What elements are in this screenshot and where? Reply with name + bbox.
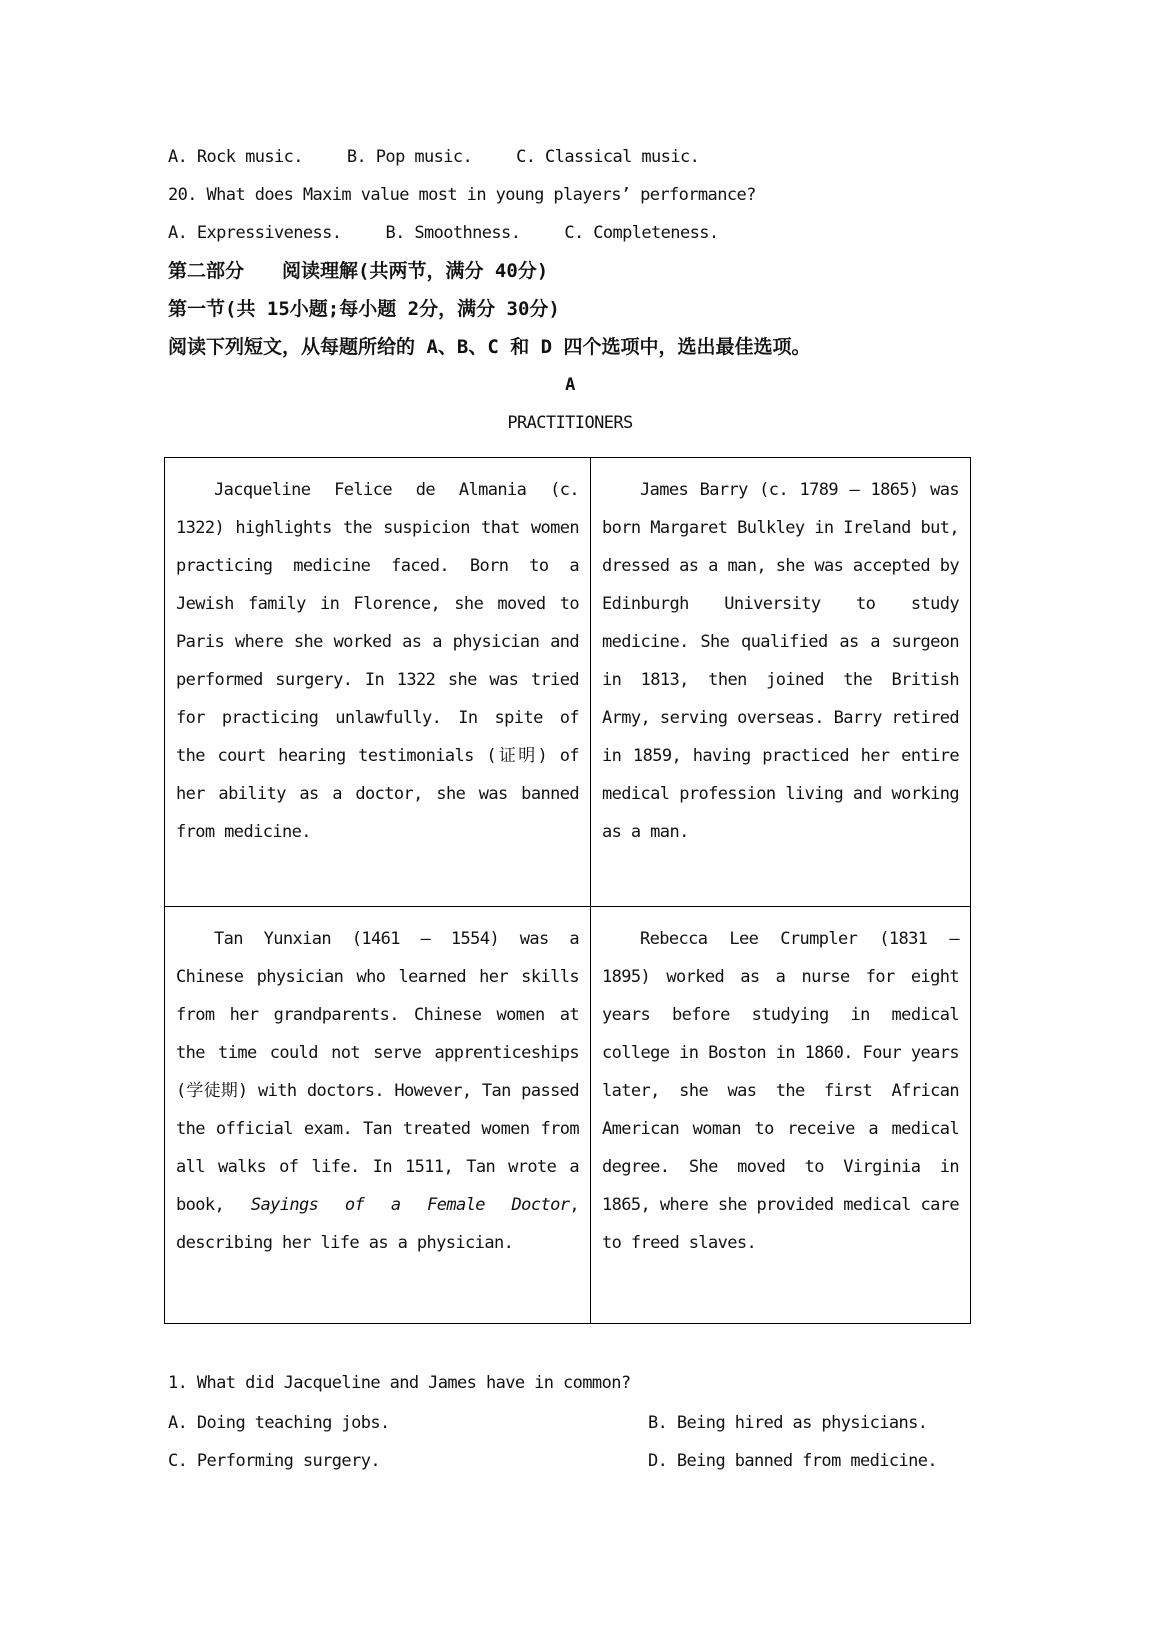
question-1: 1. What did Jacqueline and James have in common? (168, 1373, 631, 1393)
question-19-options (168, 138, 972, 176)
practitioners-table (164, 457, 971, 1324)
q1-option-c: C. Performing surgery. (168, 1451, 380, 1471)
practitioner-text-rebecca: Rebecca Lee Crumpler (1831 — 1895) worked as a nurse for eight years before studying in medical college in Boston in 1860. Four years later, she was the first African American woman to receive a medical degree. She moved to Virginia in 1865, where she provided medical care to freed slaves. (602, 929, 959, 1253)
question-20-options (168, 214, 972, 252)
practitioner-text-james: James Barry (c. 1789 — 1865) was born Margaret Bulkley in Ireland but, dressed as a man, she was accepted by Edinburgh University to study medicine. She qualified as a surgeon in 1813, then joined the British Army, serving overseas. Barry retired in 1859, having practiced her entire medical profession living and working as a man. (602, 480, 959, 842)
tan-text-after: , describing her life as a physician. (176, 1195, 580, 1253)
q1-option-b: B. Being hired as physicians. (648, 1413, 928, 1433)
subsection-heading: 第一节(共 15小题;每小题 2分，满分 30分) (168, 298, 560, 320)
question-1-options (168, 1404, 972, 1480)
section-heading: 第二部分 阅读理解(共两节，满分 40分) (168, 260, 549, 282)
q1-option-a: A. Doing teaching jobs. (168, 1413, 390, 1433)
practitioner-text-tan (176, 920, 579, 1262)
practitioner-cell-tan (165, 907, 591, 1324)
q19-option-b: B. Pop music. (346, 147, 473, 167)
practitioner-text-jacqueline: Jacqueline Felice de Almania (c. 1322) highlights the suspicion that women practicing medicine faced. Born to a Jewish family in Florence, she moved to Paris where she worked as a physician and performed surgery. In 1322 she was tried for practicing unlawfully. In spite of the court hearing testimonials (证明) of her ability as a doctor, she was banned from medicine. (176, 480, 579, 842)
book-title: Sayings of a Female Doctor (250, 1195, 570, 1215)
q20-option-c: C. Completeness. (564, 223, 719, 243)
passage-title: PRACTITIONERS (507, 413, 633, 433)
practitioner-cell-jacqueline (165, 458, 591, 907)
exam-page (168, 138, 972, 1480)
table-row (165, 907, 971, 1324)
reading-instruction: 阅读下列短文，从每题所给的 A、B、C 和 D 四个选项中，选出最佳选项。 (168, 336, 811, 358)
q19-option-a: A. Rock music. (168, 147, 303, 167)
question-20: 20. What does Maxim value most in young players’ performance? (168, 185, 756, 205)
practitioner-cell-rebecca (591, 907, 971, 1324)
q20-option-b: B. Smoothness. (385, 223, 521, 243)
table-row (165, 458, 971, 907)
tan-text-before: Tan Yunxian (1461 — 1554) was a Chinese physician who learned her skills from her grandparents. Chinese women at the time could not serve apprenticeships (学徒期) with doctors. However, Tan passed the official exam. Tan treated women from all walks of life. In 1511, Tan wrote a book, (176, 929, 579, 1215)
q19-option-c: C. Classical music. (516, 147, 700, 167)
q1-option-d: D. Being banned from medicine. (648, 1451, 938, 1471)
q20-option-a: A. Expressiveness. (168, 223, 342, 243)
practitioner-cell-james (591, 458, 971, 907)
passage-label: A (565, 375, 575, 395)
